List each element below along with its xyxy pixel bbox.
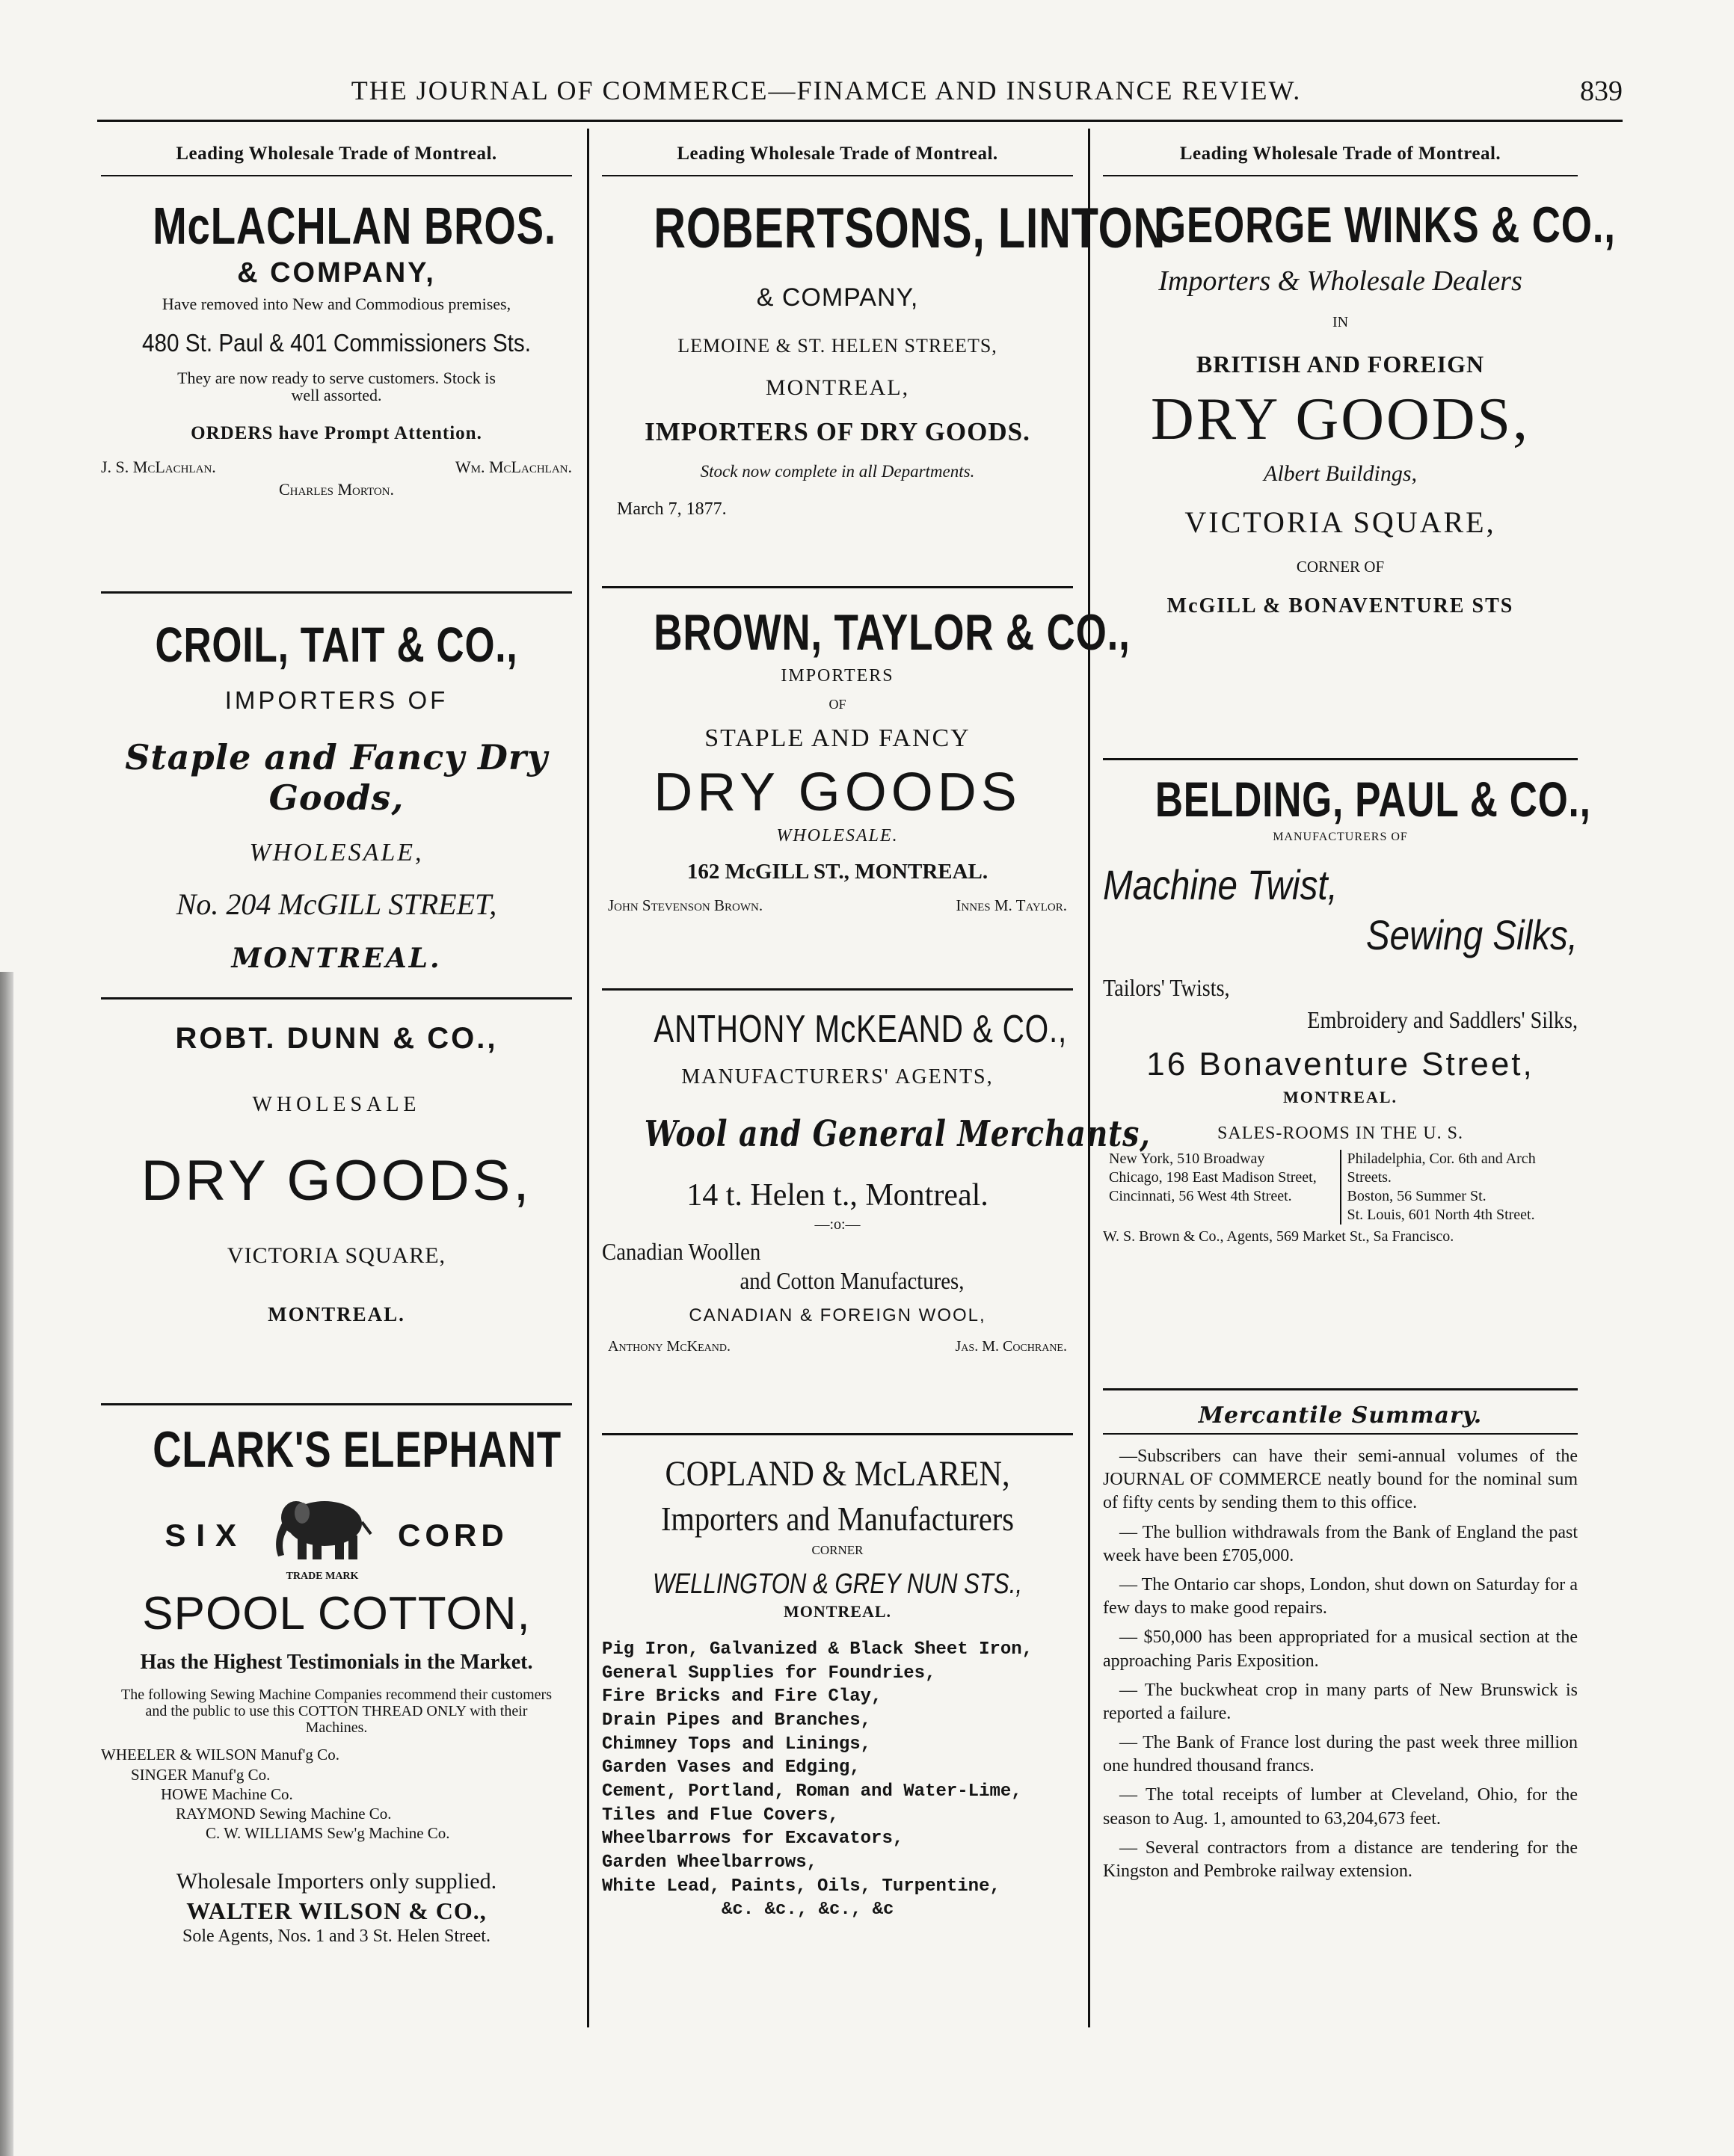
ad-staple: STAPLE AND FANCY (704, 724, 971, 752)
summary-item: — Several contractors from a distance are tendering for the Kingston and Pembroke railway extension. (1103, 1838, 1578, 1881)
ad-recommend: The following Sewing Machine Companies recommend their customers and the public to use this COTTON THREAD ONLY with their Machines. (121, 1687, 552, 1737)
partner-name: Innes M. Taylor. (956, 896, 1067, 914)
ad-orders: ORDERS have Prompt Attention. (191, 423, 482, 444)
ad-testimonials: Has the Highest Testimonials in the Market. (140, 1651, 533, 1674)
salesrooms-left (1103, 1150, 1340, 1225)
ad-partners (602, 1338, 1073, 1355)
ad-streets: McGILL & BONAVENTURE STS (1166, 594, 1514, 617)
list-item: Chicago, 198 East Madison Street, (1109, 1169, 1317, 1186)
ad-title: BROWN, TAYLOR & CO., (654, 604, 1131, 661)
ad-title: ROBT. DUNN & CO., (175, 1022, 498, 1055)
mercantile-summary (1103, 1388, 1578, 1883)
ad-wool: CANADIAN & FOREIGN WOOL, (689, 1305, 986, 1325)
ad-agents: MANUFACTURERS' AGENTS, (681, 1065, 994, 1088)
ad-mfrs: MANUFACTURERS OF (1273, 831, 1408, 843)
summary-item: — The Ontario car shops, London, shut down on Saturday for a few days to make good repairs. (1103, 1574, 1578, 1618)
ad-wholesale: Wholesale Importers only supplied. (176, 1868, 497, 1894)
list-item: General Supplies for Foundries, (602, 1663, 936, 1684)
list-item: C. W. WILLIAMS Sew'g Machine Co. (206, 1824, 450, 1843)
ad-text: Have removed into New and Commodious premises, (162, 295, 511, 313)
partner-name: Anthony McKeand. (608, 1338, 731, 1355)
ad-item-list (602, 1638, 1073, 1922)
ad-building: Albert Buildings, (1264, 461, 1417, 486)
ad-title: GEORGE WINKS & CO., (1155, 197, 1616, 253)
column-heading: Leading Wholesale Trade of Montreal. (602, 129, 1073, 176)
list-item: RAYMOND Sewing Machine Co. (176, 1805, 392, 1823)
ad-croil (101, 594, 572, 1000)
ad-title: McLACHLAN BROS. (153, 197, 556, 255)
column-1 (101, 129, 572, 2027)
ad-goods: DRY GOODS (654, 763, 1021, 822)
ad-streets: WELLINGTON & GREY NUN STS., (652, 1568, 1023, 1600)
ad-of: OF (828, 697, 846, 712)
ad-square: VICTORIA SQUARE, (1184, 505, 1496, 539)
summary-item: — The buckwheat crop in many parts of New Brunswick is reported a failure. (1103, 1680, 1578, 1723)
ad-square: VICTORIA SQUARE, (227, 1243, 446, 1268)
ad-streets: LEMOINE & ST. HELEN STREETS, (677, 335, 997, 357)
ad-title: ROBERTSONS, LINTON (654, 197, 1166, 260)
partner-name: John Stevenson Brown. (608, 896, 763, 914)
ad-silks: Sewing Silks, (1365, 911, 1578, 958)
partner-name: Charles Morton. (278, 480, 395, 499)
summary-item: — The bullion withdrawals from the Bank of England the past week have been £705,000. (1103, 1522, 1578, 1565)
ad-importers: IMPORTERS OF DRY GOODS. (645, 417, 1030, 446)
page-number: 839 (1580, 76, 1623, 107)
column-3 (1103, 129, 1616, 2027)
ad-partners (602, 896, 1073, 915)
list-item: St. Louis, 601 North 4th Street. (1347, 1207, 1535, 1223)
list-item: Tiles and Flue Covers, (602, 1805, 839, 1826)
ad-wholesale: WHOLESALE. (776, 826, 899, 846)
column-heading: Leading Wholesale Trade of Montreal. (101, 129, 572, 176)
ad-six: SIX (165, 1517, 248, 1553)
summary-item: — The total receipts of lumber at Cleveland, Ohio, for the season to Aug. 1, amounted to 63,204,673 feet. (1103, 1785, 1578, 1829)
ad-embroidery: Embroidery and Saddlers' Silks, (1307, 1006, 1578, 1033)
ad-title: CLARK'S ELEPHANT (153, 1421, 562, 1478)
ad-subtitle: IMPORTERS OF (224, 686, 449, 714)
ad-tailors: Tailors' Twists, (1103, 974, 1230, 1001)
salesrooms-right (1340, 1150, 1578, 1225)
column-2 (602, 129, 1166, 2027)
header-rule (97, 120, 1623, 122)
summary-item: — The Bank of France lost during the past week three million one hundred thousand francs. (1103, 1733, 1578, 1776)
summary-item: — $50,000 has been appropriated for a musical section at the approaching Paris Exposition. (1103, 1627, 1578, 1671)
ad-goods: DRY GOODS, (1150, 386, 1531, 452)
ad-corner: CORNER OF (1296, 558, 1385, 576)
ad-title: BELDING, PAUL & CO., (1155, 771, 1591, 827)
ad-importers: Importers & Wholesale Dealers (1158, 265, 1522, 297)
ad-address: 16 Bonaventure Street, (1146, 1046, 1534, 1082)
ad-copland (602, 1435, 1073, 1922)
trademark-label: TRADE MARK (286, 1571, 359, 1582)
ad-city: MONTREAL. (1282, 1088, 1398, 1106)
binding-edge (0, 972, 13, 2156)
ad-stock: Stock now complete in all Departments. (700, 462, 975, 481)
list-item: Fire Bricks and Fire Clay, (602, 1687, 882, 1707)
ad-city: MONTREAL. (783, 1602, 892, 1621)
ad-corner: CORNER (811, 1543, 864, 1557)
ad-company-list (101, 1745, 572, 1843)
list-item: &c. &c., &c., &c (722, 1900, 894, 1921)
ad-twist: Machine Twist, (1103, 861, 1338, 908)
ad-separator: —:o:— (814, 1216, 861, 1233)
list-item: Pig Iron, Galvanized & Black Sheet Iron, (602, 1639, 1033, 1660)
ad-subtitle: & COMPANY, (237, 257, 436, 289)
ad-logo-row (101, 1488, 572, 1583)
summary-title: Mercantile Summary. (1198, 1402, 1483, 1429)
ad-subtitle: & COMPANY, (756, 283, 919, 312)
ad-belding (1103, 760, 1591, 1388)
ad-salesrooms: SALES-ROOMS IN THE U. S. (1217, 1124, 1463, 1143)
list-item: Cincinnati, 56 West 4th Street. (1109, 1188, 1292, 1204)
ad-city: MONTREAL. (268, 1303, 405, 1325)
ad-importers: Importers and Manufacturers (660, 1500, 1015, 1538)
list-item: New York, 510 Broadway (1109, 1151, 1265, 1167)
ad-text: They are now ready to serve customers. Stock is well assorted. (177, 369, 496, 405)
summary-item: —Subscribers can have their semi-annual volumes of the JOURNAL OF COMMERCE neatly bound for the nominal sum of fifty cents by sending them to this office. (1103, 1447, 1578, 1513)
list-item: White Lead, Paints, Oils, Turpentine, (602, 1876, 1000, 1897)
list-item: Philadelphia, Cor. 6th and Arch Streets. (1347, 1151, 1536, 1186)
ad-date: March 7, 1877. (617, 499, 727, 519)
list-item: Chimney Tops and Linings, (602, 1734, 872, 1755)
ad-canadian: Canadian Woollen (602, 1238, 761, 1265)
ad-title: ANTHONY McKEAND & CO., (654, 1008, 1068, 1051)
list-item: Wheelbarrows for Excavators, (602, 1829, 904, 1849)
ad-in: IN (1332, 314, 1349, 330)
list-item: WHEELER & WILSON Manuf'g Co. (101, 1746, 339, 1764)
ad-wholesale: WHOLESALE (252, 1093, 421, 1116)
ad-city: MONTREAL. (231, 943, 442, 974)
ad-goods: Staple and Fancy Dry Goods, (125, 737, 548, 818)
list-item: SINGER Manuf'g Co. (131, 1765, 271, 1784)
list-item: Garden Wheelbarrows, (602, 1852, 818, 1873)
partner-name: Jas. M. Cochrane. (955, 1338, 1067, 1355)
ad-cotton: and Cotton Manufactures, (740, 1267, 965, 1294)
salesrooms-table (1103, 1150, 1578, 1225)
list-item: Boston, 56 Summer St. (1347, 1188, 1486, 1204)
elephant-icon (266, 1488, 378, 1583)
partner-name: Wm. McLachlan. (455, 458, 572, 477)
list-item: Garden Vases and Edging, (602, 1758, 861, 1778)
ad-british: BRITISH AND FOREIGN (1196, 351, 1485, 378)
ad-importers: IMPORTERS (781, 666, 894, 686)
ad-mclachlan (101, 176, 572, 594)
ad-brown (602, 588, 1131, 991)
ad-wholesale: WHOLESALE, (249, 839, 424, 866)
column-rule (1088, 129, 1090, 2027)
column-rule (587, 129, 589, 2027)
partner-name: J. S. McLachlan. (101, 458, 216, 477)
ad-robertsons (602, 176, 1166, 588)
ad-address: 162 McGILL ST., MONTREAL. (686, 860, 989, 884)
ad-agents: W. S. Brown & Co., Agents, 569 Market St., Sa Francisco. (1103, 1228, 1454, 1245)
ad-dunn (101, 1000, 572, 1405)
ad-agent: WALTER WILSON & CO., (186, 1897, 487, 1924)
ad-title: COPLAND & McLAREN, (665, 1454, 1010, 1494)
ad-spool: SPOOL COTTON, (142, 1588, 531, 1639)
page-header (97, 75, 1623, 118)
ad-goods: DRY GOODS, (141, 1149, 532, 1213)
ad-address: 14 t. Helen t., Montreal. (686, 1178, 989, 1213)
ad-clark (101, 1405, 572, 1947)
list-item: HOWE Machine Co. (161, 1784, 293, 1803)
ad-address: 480 St. Paul & 401 Commissioners Sts. (141, 329, 531, 357)
ad-winks (1103, 176, 1616, 760)
ad-agent-address: Sole Agents, Nos. 1 and 3 St. Helen Street. (182, 1926, 491, 1946)
ad-city: MONTREAL, (765, 375, 910, 400)
ad-mckeand (602, 991, 1151, 1435)
ad-partners (101, 458, 572, 477)
summary-rule (1103, 1433, 1578, 1435)
ad-title: CROIL, TAIT & CO., (155, 617, 518, 672)
list-item: Cement, Portland, Roman and Water-Lime, (602, 1781, 1022, 1802)
journal-title: THE JOURNAL OF COMMERCE—FINAMCE AND INSURANCE REVIEW. (351, 76, 1302, 105)
ad-cord: CORD (398, 1517, 508, 1553)
column-heading: Leading Wholesale Trade of Montreal. (1103, 129, 1578, 176)
list-item: Drain Pipes and Branches, (602, 1710, 872, 1731)
ad-merchants: Wool and General Merchants, (644, 1113, 1151, 1155)
ad-address: No. 204 McGILL STREET, (176, 887, 497, 921)
